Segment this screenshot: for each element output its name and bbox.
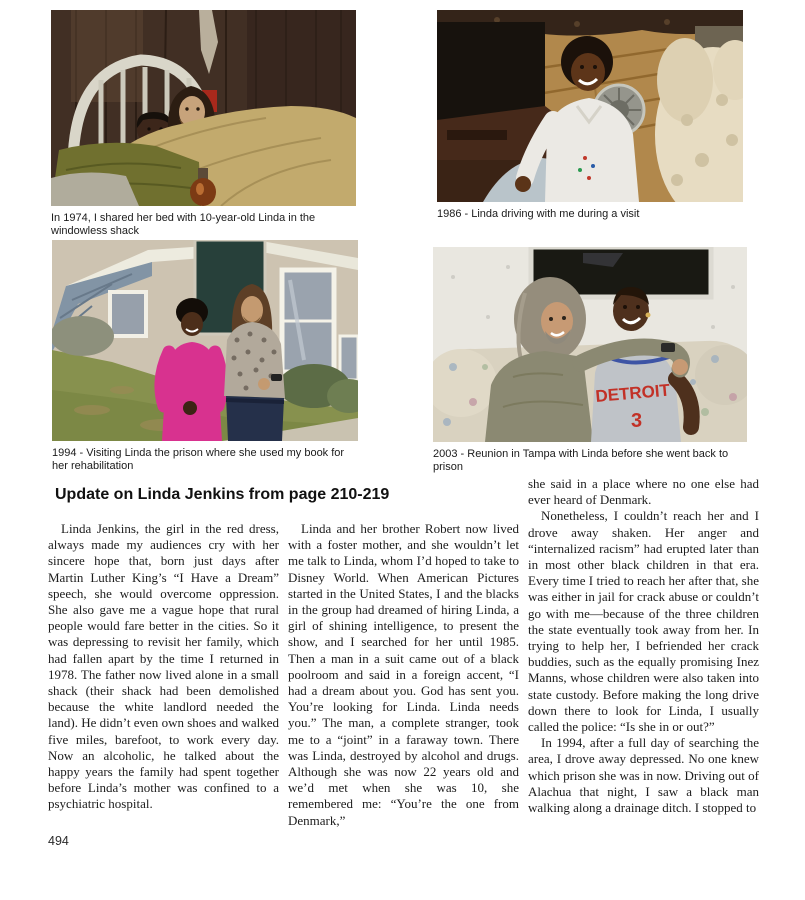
article-column-3 bbox=[528, 476, 759, 816]
paragraph: Linda and her brother Robert now lived with a foster mother, and she wouldn’t let me talk to Linda, whom I’d hoped to take to Disney World. When American Pictures started in the United States, I and the blacks in the group had dreamed of hiring Linda, a girl of shining intelligence, to present the show, and I searched for her until 1985. Then a man in a suit came out of a black poolroom and said in a foreign accent, “I had a dream about you. God has sent you. You’re looking for Linda. Linda needs you.” The man, a complete stranger, took me to a “joint” in a faraway town. There was Linda, destroyed by alcohol and drugs. Although she was now 22 years old and we’d met when she was 10, she remembered me: “You’re the one from Denmark,” bbox=[288, 521, 519, 828]
page-number: 494 bbox=[48, 834, 69, 848]
paragraph: In 1994, after a full day of searching the area, I drove away depressed. No one knew which prison she was in now. Driving out of Alachua that night, I saw a black man walking along a drainage ditch. I stopped to bbox=[528, 735, 759, 816]
article-column-2 bbox=[288, 521, 519, 829]
paragraph: Nonetheless, I couldn’t reach her and I drove away shaken. Her anger and “internalized racism” had erupted later than in most other black children in that era. Every time I tried to reach her after that, she was either in jail for crack abuse or couldn’t go with me—because of the three children the state eventually took away from her. In trying to help her, I befriended her crack buddies, such as the equally promising Inez Manns, whose children were also taken into state custody. Before making the long drive down there to look for Linda, I usually called the police: “Is she in or out?” bbox=[528, 508, 759, 735]
driving-visit-photo-illustration bbox=[437, 10, 743, 202]
paragraph: she said in a place where no one else had ever heard of Denmark. bbox=[528, 476, 759, 508]
photo-caption: 2003 - Reunion in Tampa with Linda before she went back to prison bbox=[433, 448, 729, 473]
photo-1986-driving-visit bbox=[437, 10, 743, 221]
paragraph: Linda Jenkins, the girl in the red dress, always made my audiences cry with her sincere hope that, born just days after Martin Luther King’s “I Have a Dream” speech, she would overcome oppression. She also gave me a vague hope that rural people would fare better in the cities. So it was depressing to revisit her family, which had fallen apart by the time I returned in 1978. The father now lived alone in a small shack (their shack had been demolished because the white landlord needed the land). He didn’t even own shoes and walked five miles, barefoot, to work every day. Now an alcoholic, he talked about the happy years the family had spent together before Linda’s mother was confined to a psychiatric hospital. bbox=[48, 521, 279, 812]
photo-1974-bed-shack bbox=[51, 10, 356, 238]
jersey-text: DETROIT bbox=[594, 380, 671, 406]
jersey-number: 3 bbox=[631, 410, 643, 432]
prison-visit-photo-illustration bbox=[52, 240, 358, 441]
section-heading: Update on Linda Jenkins from page 210-219 bbox=[55, 486, 390, 503]
bed-shack-photo-illustration bbox=[51, 10, 356, 206]
photo-caption: 1994 - Visiting Linda the prison where she used my book for her rehabilitation bbox=[52, 447, 345, 472]
reunion-photo-illustration bbox=[433, 247, 747, 442]
photo-1994-prison-visit bbox=[52, 240, 358, 473]
photo-2003-reunion-tampa bbox=[433, 247, 747, 474]
article-column-1 bbox=[48, 521, 279, 813]
photo-caption: 1986 - Linda driving with me during a visit bbox=[437, 208, 640, 220]
photo-caption: In 1974, I shared her bed with 10-year-old Linda in the windowless shack bbox=[51, 212, 316, 237]
